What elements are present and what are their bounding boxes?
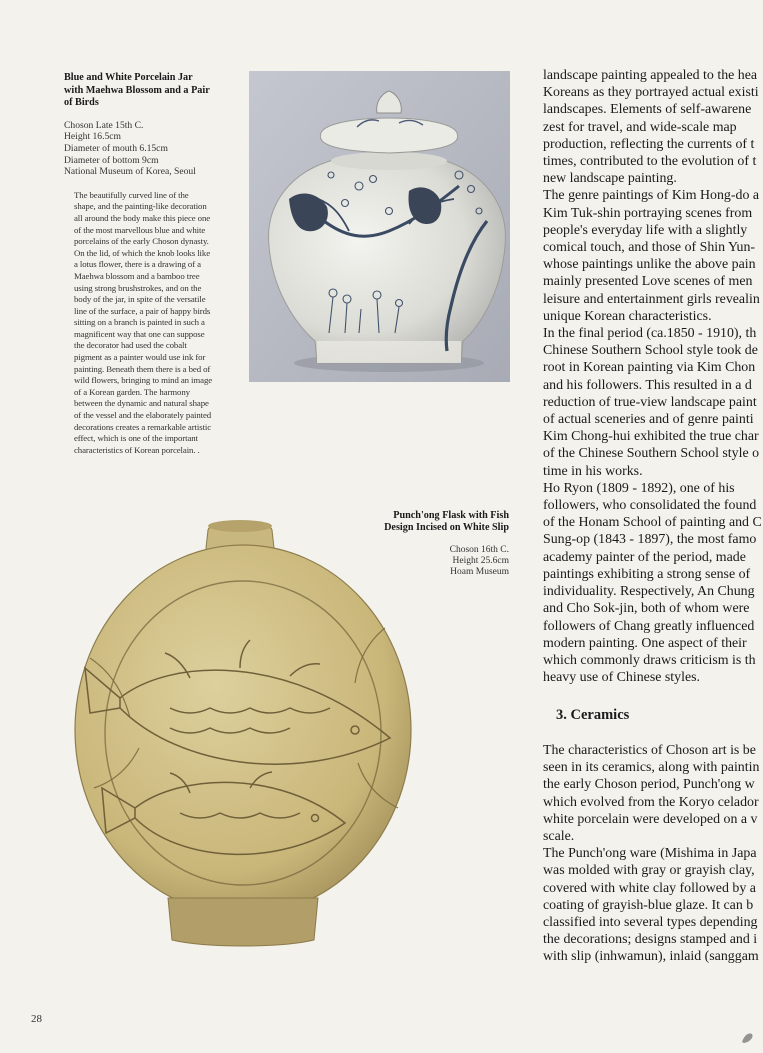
- body-text-line: Chinese Southern School style took de: [543, 343, 758, 359]
- body-text-line: followers, who consolidated the found: [543, 498, 757, 514]
- body-text-line: whose paintings unlike the above pain: [543, 257, 756, 273]
- jar-description-line: painting. Beneath them there is a bed of: [74, 363, 211, 374]
- jar-caption-title: [64, 72, 234, 110]
- body-text-line: paintings exhibiting a strong sense of: [543, 566, 751, 582]
- jar-description-line: using strong brushstrokes, and on the: [74, 282, 202, 293]
- jar-description-line: decorations creates a remarkable artistic: [74, 421, 212, 432]
- body-text-line: and his followers. This resulted in a d: [543, 377, 752, 393]
- body-text-line: coating of grayish-blue glaze. It can b: [543, 897, 754, 913]
- jar-description-line: The beautifully curved line of the: [74, 189, 189, 200]
- jar-description-line: of the most marvellous blue and white: [74, 224, 206, 235]
- jar-title-line: of Birds: [64, 97, 99, 109]
- section-heading-ceramics: 3. Ceramics: [556, 707, 630, 723]
- body-text-line: seen in its ceramics, along with paintin: [543, 760, 760, 776]
- body-text-line: comical touch, and those of Shin Yun-: [543, 240, 756, 256]
- body-text-line: Koreans as they portrayed actual existi: [543, 85, 759, 101]
- body-text-line: with slip (inhwamun), inlaid (sanggam: [543, 949, 759, 965]
- jar-description-line: On the lid, of which the knob looks like: [74, 247, 210, 258]
- body-text-line: of actual sceneries and of genre painti: [543, 412, 754, 428]
- jar-description-line: pigment as a painter would use ink for: [74, 352, 206, 363]
- flask-meta-line: Height 25.6cm: [452, 556, 509, 567]
- body-text-line: In the final period (ca.1850 - 1910), th: [543, 326, 757, 342]
- body-text-line: zest for travel, and wide-scale map: [543, 119, 737, 135]
- body-text-line: which commonly draws criticism is th: [543, 652, 756, 668]
- body-text-line: heavy use of Chinese styles.: [543, 670, 701, 686]
- body-text-line: landscapes. Elements of self-awarene: [543, 102, 752, 118]
- body-text-line: Kim Tuk-shin portraying scenes from: [543, 205, 753, 221]
- body-text-line: Ho Ryon (1809 - 1892), one of his: [543, 480, 735, 496]
- body-text-line: new landscape painting.: [543, 171, 677, 187]
- body-text-line: unique Korean characteristics.: [543, 308, 712, 324]
- jar-description-line: a lotus flower, there is a drawing of a: [74, 259, 201, 270]
- body-text-line: people's everyday life with a slightly: [543, 222, 748, 238]
- flask-meta-line: Hoam Museum: [450, 567, 509, 578]
- body-text-line: of the Honam School of painting and C: [543, 515, 762, 531]
- body-text-line: root in Korean painting via Kim Chon: [543, 360, 756, 376]
- jar-description-line: line of the surface, a pair of happy birds: [74, 305, 211, 316]
- jar-description-line: porcelains of the early Choson dynasty.: [74, 236, 209, 247]
- body-text-line: time in his works.: [543, 463, 643, 479]
- jar-meta-line: Diameter of bottom 9cm: [64, 154, 159, 166]
- body-text-line: landscape painting appealed to the hea: [543, 68, 758, 83]
- body-text-line: was molded with gray or grayish clay,: [543, 863, 755, 879]
- body-text-line: leisure and entertainment girls revealin: [543, 291, 760, 307]
- jar-description-line: body of the jar, in spite of the versatile: [74, 294, 206, 305]
- punchong-flask-photo: [60, 508, 430, 953]
- body-text-line: the decorations; designs stamped and i: [543, 932, 758, 948]
- body-text-line: classified into several types depending: [543, 915, 758, 931]
- jar-caption: [64, 72, 234, 456]
- jar-description-line: between the dynamic and natural shape: [74, 398, 209, 409]
- body-text-line: the early Choson period, Punch'ong w: [543, 777, 755, 793]
- body-text-line: scale.: [543, 829, 575, 845]
- jar-description-line: sitting on a branch is painted in such a: [74, 317, 205, 328]
- jar-description-line: wild flowers, bringing to mind an image: [74, 375, 213, 386]
- body-text-line: which evolved from the Koryo celador: [543, 794, 759, 810]
- porcelain-jar-photo: [249, 71, 510, 382]
- body-text-line: The characteristics of Choson art is be: [543, 743, 756, 758]
- jar-meta-line: National Museum of Korea, Seoul: [64, 166, 196, 178]
- jar-meta-line: Choson Late 15th C.: [64, 119, 144, 131]
- body-text-line: white porcelain were developed on a v: [543, 811, 758, 827]
- jar-caption-description: [64, 190, 234, 457]
- jar-description-line: all around the body make this piece one: [74, 212, 211, 223]
- body-text-line: Kim Chong-hui exhibited the true char: [543, 429, 759, 445]
- jar-description-line: of a Korean garden. The harmony: [74, 386, 190, 397]
- jar-title-line: Blue and White Porcelain Jar: [64, 72, 193, 83]
- flask-title-line: Punch'ong Flask with Fish: [393, 510, 509, 521]
- jar-title-line: with Maehwa Blossom and a Pair: [64, 84, 210, 96]
- body-text-line: followers of Chang greatly influenced: [543, 618, 755, 634]
- page-number: 28: [31, 1013, 42, 1025]
- body-text-line: production, reflecting the currents of t: [543, 136, 755, 152]
- body-text-line: modern painting. One aspect of their: [543, 635, 747, 651]
- jar-description-line: effect, which is one of the important: [74, 433, 198, 444]
- jar-description-line: characteristics of Korean porcelain. .: [74, 444, 200, 455]
- body-text-line: and Cho Sok-jin, both of whom were: [543, 601, 750, 617]
- body-text-column: [543, 67, 763, 686]
- jar-description-line: magnificent way that one can suppose: [74, 328, 205, 339]
- jar-meta-line: Height 16.5cm: [64, 131, 122, 143]
- jar-meta-line: Diameter of mouth 6.15cm: [64, 142, 168, 154]
- body-text-line: mainly presented Love scenes of men: [543, 274, 753, 290]
- body-text-line: covered with white clay followed by a: [543, 880, 756, 896]
- jar-description-line: the decorator had used the cobalt: [74, 340, 187, 351]
- body-text-line: academy painter of the period, made: [543, 549, 746, 565]
- body-text-line: The Punch'ong ware (Mishima in Japa: [543, 846, 757, 862]
- body-text-column-ceramics: [543, 742, 763, 966]
- flask-meta-line: Choson 16th C.: [449, 544, 509, 555]
- flask-title-line: Design Incised on White Slip: [384, 522, 509, 534]
- jar-description-line: Maehwa blossom and a bamboo tree: [74, 270, 200, 281]
- body-text-line: individuality. Respectively, An Chung: [543, 584, 755, 600]
- jar-description-line: shape, and the painting-like decoration: [74, 201, 207, 212]
- jar-caption-meta: [64, 120, 234, 178]
- jar-description-line: of the vessel and the elaborately painted: [74, 410, 212, 421]
- body-text-line: of the Chinese Southern School style o: [543, 446, 760, 462]
- body-text-line: reduction of true-view landscape paint: [543, 394, 757, 410]
- body-text-line: The genre paintings of Kim Hong-do a: [543, 188, 760, 204]
- body-text-line: times, contributed to the evolution of t: [543, 154, 757, 170]
- body-text-line: Sung-op (1843 - 1897), the most famo: [543, 532, 757, 548]
- corner-smudge-icon: [738, 1028, 756, 1046]
